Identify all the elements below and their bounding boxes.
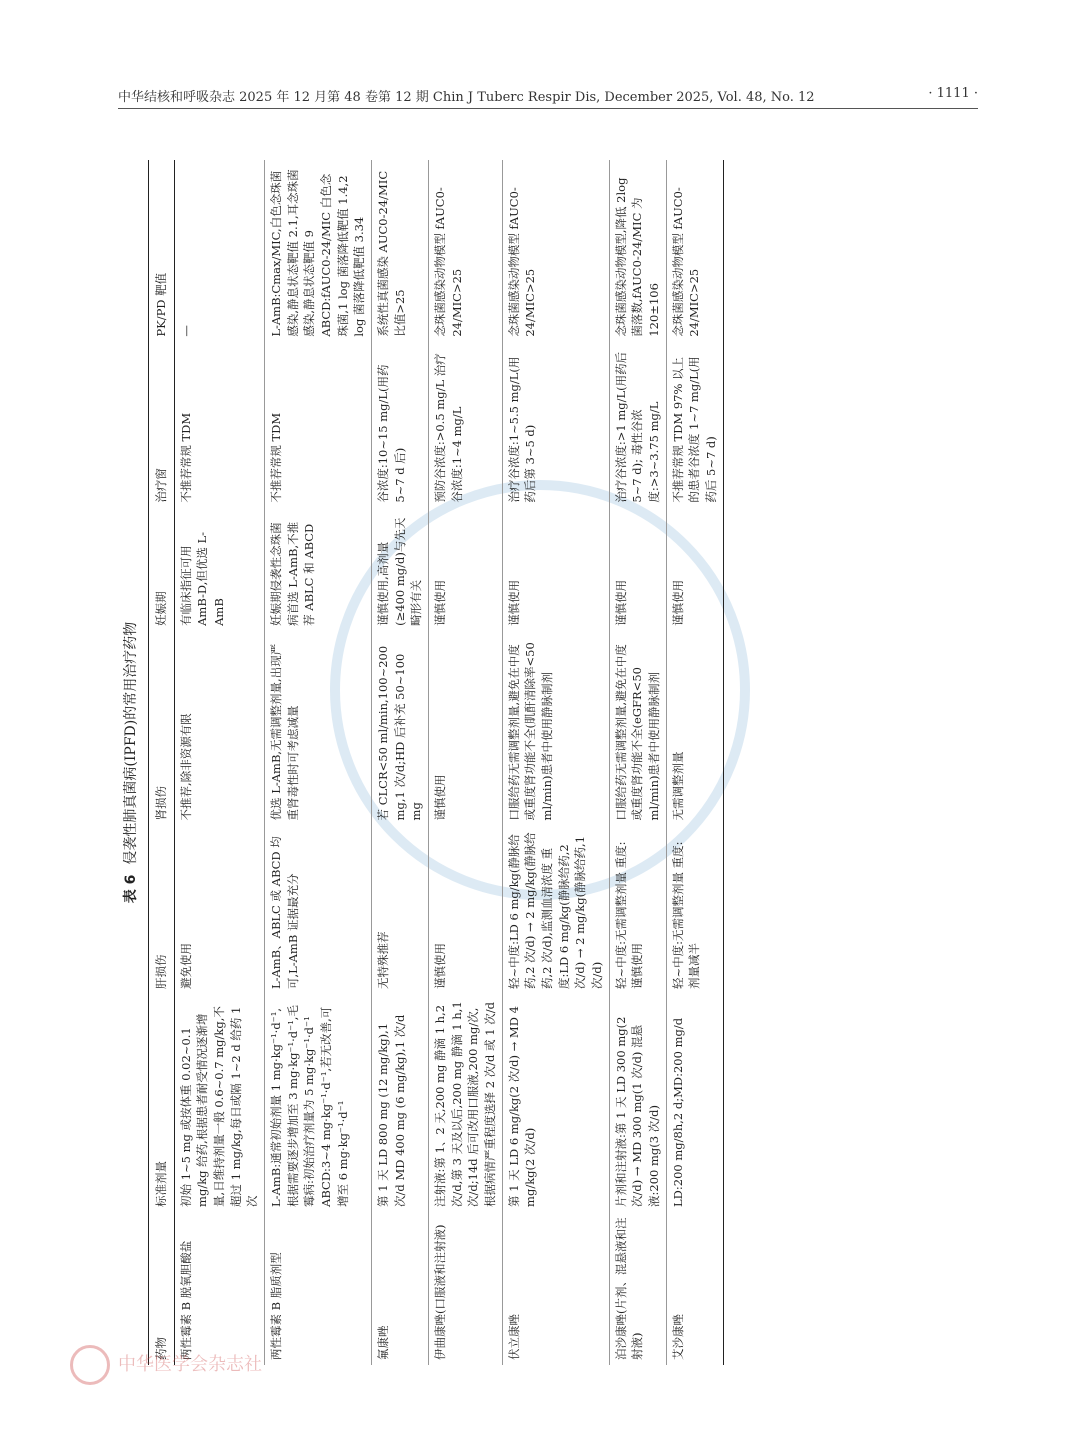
cell-liver: 轻~中度:无需调整剂量 重度:剂量减半 (666, 825, 723, 994)
cell-renal: 无需调整剂量 (666, 631, 723, 826)
col-header-window: 治疗窗 (149, 342, 175, 508)
publisher-logo (70, 1345, 490, 1385)
cell-pregnancy: 妊娠期侵袭性念珠菌病首选 L-AmB,不推荐 ABLC 和 ABCD (265, 508, 372, 631)
cell-pregnancy: 有临床指征可用 AmB-D,但优选 L-AmB (174, 508, 264, 631)
cell-dose: 第 1 天 LD 6 mg/kg(2 次/d) → MD 4 mg/kg(2 次/d) (502, 994, 609, 1212)
cell-window: 不推荐常规 TDM (174, 342, 264, 508)
cell-dose: LD:200 mg/8h,2 d;MD:200 mg/d (666, 994, 723, 1212)
table-row (429, 160, 503, 1365)
journal-citation: 中华结核和呼吸杂志 2025 年 12 月第 48 卷第 12 期 Chin J Tuberc Respir Dis, December 2025, Vol. 48, No. 12 (118, 90, 815, 105)
col-header-pregnancy: 妊娠期 (149, 508, 175, 631)
cell-dose: L-AmB:通常初始剂量 1 mg·kg⁻¹·d⁻¹,根据需要逐步增加至 3 mg·kg⁻¹·d⁻¹,毛霉病:初始治疗剂量为 5 mg·kg⁻¹·d⁻¹ ABCD:3~4 mg·kg⁻¹·d⁻¹,若无改善,可增至 6 mg·kg⁻¹·d⁻¹ (265, 994, 372, 1212)
cell-pregnancy: 谨慎使用,高剂量(≥400 mg/d)与先天畸形有关 (372, 508, 429, 631)
table-row (609, 160, 666, 1365)
col-header-renal: 肾损伤 (149, 631, 175, 826)
cell-drug: 伊曲康唑(口服液和注射液) (429, 1212, 503, 1365)
col-header-drug: 药物 (149, 1212, 175, 1365)
cell-renal: 若 CLCR<50 ml/min,100~200 mg,1 次/d;HD 后补充 50~100 mg (372, 631, 429, 826)
cell-window: 不推荐常规 TDM (265, 342, 372, 508)
cell-renal: 口服给药无需调整剂量,避免在中度或重度肾功能不全(肌酐清除率<50 ml/min)患者中使用静脉制剂 (502, 631, 609, 826)
cell-pregnancy: 谨慎使用 (502, 508, 609, 631)
cell-drug: 两性霉素 B 脂质剂型 (265, 1212, 372, 1365)
table-row (265, 160, 372, 1365)
cell-drug: 伏立康唑 (502, 1212, 609, 1365)
table-number: 表 6 (123, 874, 139, 904)
rotated-table-block (118, 160, 968, 1365)
cell-window: 预防谷浓度:>0.5 mg/L 治疗谷浓度:1~4 mg/L (429, 342, 503, 508)
cell-drug: 氟康唑 (372, 1212, 429, 1365)
publisher-name: 中华医学会杂志社 (118, 1354, 262, 1375)
table-header-row (149, 160, 175, 1365)
cell-window: 谷浓度:10~15 mg/L(用药 5~7 d 后) (372, 342, 429, 508)
cell-drug: 艾沙康唑 (666, 1212, 723, 1365)
cell-dose: 第 1 天 LD 800 mg (12 mg/kg),1 次/d MD 400 mg (6 mg/kg),1 次/d (372, 994, 429, 1212)
cell-pregnancy: 谨慎使用 (429, 508, 503, 631)
cell-liver: 谨慎使用 (429, 825, 503, 994)
cell-pkpd: 念珠菌感染动物模型,降低 2log 菌落数,fAUC0-24/MIC 为 120±106 (609, 160, 666, 342)
cell-pregnancy: 谨慎使用 (609, 508, 666, 631)
cell-renal: 口服给药无需调整剂量,避免在中度或重度肾功能不全(eGFR<50 ml/min)患者中使用静脉制剂 (609, 631, 666, 826)
table-row (174, 160, 264, 1365)
cell-pkpd: 念珠菌感染动物模型 fAUC0-24/MIC>25 (666, 160, 723, 342)
cell-pkpd: 系统性真菌感染 AUC0-24/MIC 比值>25 (372, 160, 429, 342)
cell-pkpd: — (174, 160, 264, 342)
drug-table (148, 160, 724, 1365)
cell-window: 治疗谷浓度:>1 mg/L(用药后 5~7 d); 毒性谷浓度:>3~3.75 mg/L (609, 342, 666, 508)
cell-pkpd: L-AmB:Cmax/MIC,白色念珠菌感染,静息状态靶值 2.1,耳念珠菌感染,静息状态靶值 9 ABCD:fAUC0-24/MIC 白色念珠菌,1 log 菌落降低靶值 1.4,2 log 菌落降低靶值 3.34 (265, 160, 372, 342)
col-header-liver: 肝损伤 (149, 825, 175, 994)
table-row (666, 160, 723, 1365)
cell-liver: 无特殊推荐 (372, 825, 429, 994)
cell-liver: 轻~中度:无需调整剂量 重度:谨慎使用 (609, 825, 666, 994)
cell-window: 不推荐常规 TDM 97% 以上的患者谷浓度 1~7 mg/L(用药后 5~7 d) (666, 342, 723, 508)
page-number: · 1111 · (928, 86, 978, 101)
cell-dose: 注射液:第 1、2 天,200 mg 静滴 1 h,2 次/d,第 3 天及以后,200 mg 静滴 1 h,1 次/d;14d 后可改用口服液,200 mg/次,根据病情严重程度选择 2 次/d 或 1 次/d (429, 994, 503, 1212)
cell-renal: 不推荐,除非资源有限 (174, 631, 264, 826)
cell-renal: 优选 L-AmB,无需调整剂量,出现严重肾毒性时可考虑减量 (265, 631, 372, 826)
table-title: 侵袭性肺真菌病(IPFD)的常用治疗药物 (123, 621, 139, 865)
cell-renal: 谨慎使用 (429, 631, 503, 826)
cell-drug: 泊沙康唑(片剂、混悬液和注射液) (609, 1212, 666, 1365)
cell-liver: 避免使用 (174, 825, 264, 994)
cell-liver: 轻~中度:LD 6 mg/kg(静脉给药,2 次/d) → 2 mg/kg(静脉给药,2 次/d),监测血清浓度 重度:LD 6 mg/kg(静脉给药,2 次/d) → 2 mg/kg(静脉给药,1 次/d) (502, 825, 609, 994)
cell-liver: L-AmB、ABLC 或 ABCD 均可,L-AmB 证据最充分 (265, 825, 372, 994)
header-rule (118, 108, 978, 109)
table-row (502, 160, 609, 1365)
cell-pkpd: 念珠菌感染动物模型 fAUC0-24/MIC>25 (429, 160, 503, 342)
seal-icon (70, 1345, 110, 1385)
cell-dose: 片剂和注射液:第 1 天 LD 300 mg(2 次/d) → MD 300 mg(1 次/d) 混悬液:200 mg(3 次/d) (609, 994, 666, 1212)
cell-pkpd: 念珠菌感染动物模型 fAUC0-24/MIC>25 (502, 160, 609, 342)
col-header-dose: 标准剂量 (149, 994, 175, 1212)
table-row (372, 160, 429, 1365)
cell-window: 治疗谷浓度:1~5.5 mg/L(用药后第 3~5 d) (502, 342, 609, 508)
col-header-pkpd: PK/PD 靶值 (149, 160, 175, 342)
cell-pregnancy: 谨慎使用 (666, 508, 723, 631)
cell-dose: 初始 1~5 mg 或按体重 0.02~0.1 mg/kg 给药,根据患者耐受情况逐渐增量,日维持剂量一般 0.6~0.7 mg/kg,不超过 1 mg/kg,每日或隔 1~2 d 给药 1 次 (174, 994, 264, 1212)
table-caption (118, 160, 144, 1365)
cell-drug: 两性霉素 B 脱氧胆酸盐 (174, 1212, 264, 1365)
